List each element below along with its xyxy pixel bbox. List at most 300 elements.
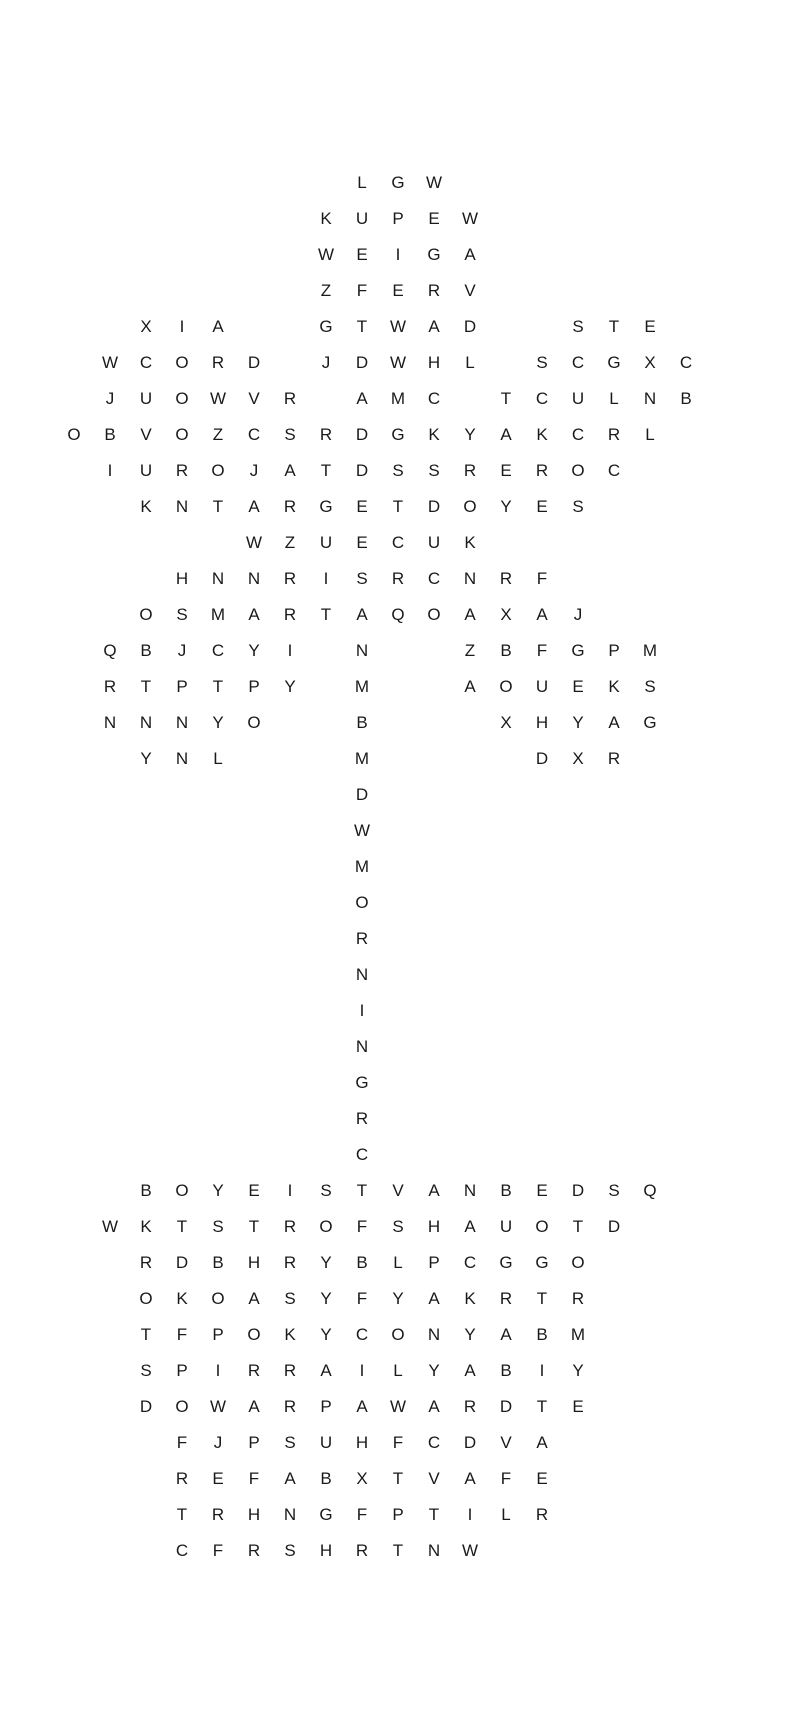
grid-letter[interactable]: H xyxy=(355,1433,369,1452)
grid-letter[interactable]: T xyxy=(320,461,332,480)
grid-letter[interactable]: T xyxy=(212,677,224,696)
grid-letter[interactable]: M xyxy=(354,857,370,876)
grid-letter[interactable]: A xyxy=(536,605,548,624)
grid-letter[interactable]: N xyxy=(175,713,189,732)
grid-letter[interactable]: C xyxy=(175,1541,189,1560)
grid-letter[interactable]: U xyxy=(499,1217,513,1236)
grid-letter[interactable]: R xyxy=(355,1109,369,1128)
grid-letter[interactable]: R xyxy=(211,1505,225,1524)
grid-letter[interactable]: N xyxy=(427,1541,441,1560)
grid-letter[interactable]: Y xyxy=(248,641,260,660)
grid-letter[interactable]: A xyxy=(464,605,476,624)
grid-letter[interactable]: N xyxy=(463,1181,477,1200)
grid-letter[interactable]: W xyxy=(101,1217,119,1236)
grid-letter[interactable]: D xyxy=(355,353,369,372)
grid-letter[interactable]: B xyxy=(356,1253,368,1272)
grid-letter[interactable]: O xyxy=(67,425,81,444)
grid-letter[interactable]: E xyxy=(572,1397,584,1416)
grid-letter[interactable]: J xyxy=(105,389,115,408)
grid-letter[interactable]: C xyxy=(535,389,549,408)
grid-letter[interactable]: C xyxy=(427,389,441,408)
grid-letter[interactable]: N xyxy=(355,965,369,984)
grid-letter[interactable]: I xyxy=(539,1361,545,1380)
grid-letter[interactable]: R xyxy=(499,569,513,588)
grid-letter[interactable]: U xyxy=(139,461,153,480)
grid-letter[interactable]: N xyxy=(355,1037,369,1056)
grid-letter[interactable]: L xyxy=(465,353,475,372)
grid-letter[interactable]: E xyxy=(392,281,404,300)
grid-letter[interactable]: T xyxy=(428,1505,440,1524)
grid-letter[interactable]: S xyxy=(284,1289,296,1308)
grid-letter[interactable]: U xyxy=(319,1433,333,1452)
grid-letter[interactable]: G xyxy=(643,713,657,732)
grid-letter[interactable]: K xyxy=(284,1325,296,1344)
grid-letter[interactable]: J xyxy=(213,1433,223,1452)
grid-letter[interactable]: S xyxy=(536,353,548,372)
grid-letter[interactable]: T xyxy=(536,1397,548,1416)
grid-letter[interactable]: W xyxy=(425,173,443,192)
grid-letter[interactable]: J xyxy=(321,353,331,372)
grid-letter[interactable]: O xyxy=(247,1325,261,1344)
grid-letter[interactable]: P xyxy=(392,209,404,228)
grid-letter[interactable]: I xyxy=(359,1361,365,1380)
grid-letter[interactable]: R xyxy=(139,1253,153,1272)
grid-letter[interactable]: E xyxy=(356,533,368,552)
grid-letter[interactable]: B xyxy=(536,1325,548,1344)
grid-letter[interactable]: B xyxy=(500,641,512,660)
grid-letter[interactable]: W xyxy=(389,353,407,372)
grid-letter[interactable]: N xyxy=(211,569,225,588)
grid-letter[interactable]: R xyxy=(175,461,189,480)
grid-letter[interactable]: R xyxy=(607,749,621,768)
grid-letter[interactable]: E xyxy=(500,461,512,480)
grid-letter[interactable]: H xyxy=(247,1253,261,1272)
grid-letter[interactable]: N xyxy=(103,713,117,732)
grid-letter[interactable]: E xyxy=(248,1181,260,1200)
grid-letter[interactable]: O xyxy=(175,353,189,372)
grid-letter[interactable]: Q xyxy=(391,605,405,624)
grid-letter[interactable]: K xyxy=(464,533,476,552)
grid-letter[interactable]: X xyxy=(500,713,512,732)
grid-letter[interactable]: T xyxy=(572,1217,584,1236)
grid-letter[interactable]: R xyxy=(283,605,297,624)
grid-letter[interactable]: I xyxy=(215,1361,221,1380)
grid-letter[interactable]: R xyxy=(355,929,369,948)
grid-letter[interactable]: O xyxy=(355,893,369,912)
grid-letter[interactable]: G xyxy=(499,1253,513,1272)
grid-letter[interactable]: C xyxy=(355,1325,369,1344)
grid-letter[interactable]: U xyxy=(535,677,549,696)
grid-letter[interactable]: R xyxy=(283,1361,297,1380)
grid-letter[interactable]: C xyxy=(463,1253,477,1272)
grid-letter[interactable]: B xyxy=(140,641,152,660)
grid-letter[interactable]: N xyxy=(643,389,657,408)
grid-letter[interactable]: R xyxy=(283,389,297,408)
grid-letter[interactable]: S xyxy=(176,605,188,624)
grid-letter[interactable]: R xyxy=(535,1505,549,1524)
grid-letter[interactable]: Y xyxy=(464,425,476,444)
grid-letter[interactable]: W xyxy=(209,1397,227,1416)
grid-letter[interactable]: V xyxy=(392,1181,404,1200)
grid-letter[interactable]: A xyxy=(248,605,260,624)
grid-letter[interactable]: P xyxy=(212,1325,224,1344)
grid-letter[interactable]: C xyxy=(355,1145,369,1164)
grid-letter[interactable]: O xyxy=(427,605,441,624)
grid-letter[interactable]: Y xyxy=(212,1181,224,1200)
grid-letter[interactable]: M xyxy=(390,389,406,408)
grid-letter[interactable]: S xyxy=(284,1433,296,1452)
grid-letter[interactable]: E xyxy=(536,1181,548,1200)
grid-letter[interactable]: R xyxy=(283,1397,297,1416)
grid-letter[interactable]: M xyxy=(354,749,370,768)
grid-letter[interactable]: G xyxy=(571,641,585,660)
grid-letter[interactable]: G xyxy=(427,245,441,264)
grid-letter[interactable]: R xyxy=(499,1289,513,1308)
grid-letter[interactable]: X xyxy=(644,353,656,372)
grid-letter[interactable]: T xyxy=(608,317,620,336)
grid-letter[interactable]: G xyxy=(535,1253,549,1272)
grid-letter[interactable]: C xyxy=(571,425,585,444)
grid-letter[interactable]: B xyxy=(140,1181,152,1200)
grid-letter[interactable]: F xyxy=(500,1469,512,1488)
grid-letter[interactable]: Z xyxy=(320,281,332,300)
grid-letter[interactable]: T xyxy=(176,1217,188,1236)
grid-letter[interactable]: I xyxy=(467,1505,473,1524)
grid-letter[interactable]: N xyxy=(247,569,261,588)
grid-letter[interactable]: C xyxy=(607,461,621,480)
grid-letter[interactable]: T xyxy=(356,317,368,336)
grid-letter[interactable]: W xyxy=(461,209,479,228)
grid-letter[interactable]: L xyxy=(501,1505,511,1524)
grid-letter[interactable]: O xyxy=(175,425,189,444)
grid-letter[interactable]: J xyxy=(177,641,187,660)
grid-letter[interactable]: O xyxy=(139,605,153,624)
grid-letter[interactable]: A xyxy=(212,317,224,336)
grid-letter[interactable]: U xyxy=(139,389,153,408)
grid-letter[interactable]: R xyxy=(175,1469,189,1488)
grid-letter[interactable]: W xyxy=(389,317,407,336)
grid-letter[interactable]: P xyxy=(392,1505,404,1524)
grid-letter[interactable]: Y xyxy=(284,677,296,696)
grid-letter[interactable]: D xyxy=(463,317,477,336)
grid-letter[interactable]: H xyxy=(427,353,441,372)
grid-letter[interactable]: N xyxy=(139,713,153,732)
grid-letter[interactable]: R xyxy=(319,425,333,444)
grid-letter[interactable]: D xyxy=(499,1397,513,1416)
grid-letter[interactable]: A xyxy=(464,245,476,264)
grid-letter[interactable]: S xyxy=(608,1181,620,1200)
grid-letter[interactable]: F xyxy=(356,1505,368,1524)
grid-letter[interactable]: A xyxy=(428,1181,440,1200)
grid-letter[interactable]: J xyxy=(573,605,583,624)
grid-letter[interactable]: N xyxy=(175,497,189,516)
grid-letter[interactable]: R xyxy=(283,497,297,516)
grid-letter[interactable]: E xyxy=(644,317,656,336)
grid-letter[interactable]: D xyxy=(139,1397,153,1416)
grid-letter[interactable]: L xyxy=(609,389,619,408)
grid-letter[interactable]: C xyxy=(427,569,441,588)
grid-letter[interactable]: V xyxy=(428,1469,440,1488)
grid-letter[interactable]: Y xyxy=(572,713,584,732)
grid-letter[interactable]: Q xyxy=(643,1181,657,1200)
grid-letter[interactable]: P xyxy=(176,1361,188,1380)
grid-letter[interactable]: S xyxy=(644,677,656,696)
grid-letter[interactable]: S xyxy=(212,1217,224,1236)
grid-letter[interactable]: F xyxy=(356,1289,368,1308)
grid-letter[interactable]: H xyxy=(319,1541,333,1560)
grid-letter[interactable]: N xyxy=(283,1505,297,1524)
grid-letter[interactable]: R xyxy=(607,425,621,444)
grid-letter[interactable]: S xyxy=(320,1181,332,1200)
grid-letter[interactable]: T xyxy=(392,1541,404,1560)
grid-letter[interactable]: R xyxy=(211,353,225,372)
grid-letter[interactable]: W xyxy=(461,1541,479,1560)
grid-letter[interactable]: P xyxy=(320,1397,332,1416)
grid-letter[interactable]: F xyxy=(176,1433,188,1452)
grid-letter[interactable]: H xyxy=(535,713,549,732)
grid-letter[interactable]: O xyxy=(499,677,513,696)
grid-letter[interactable]: A xyxy=(248,1397,260,1416)
grid-letter[interactable]: E xyxy=(572,677,584,696)
grid-letter[interactable]: T xyxy=(140,677,152,696)
grid-letter[interactable]: W xyxy=(101,353,119,372)
grid-letter[interactable]: Z xyxy=(464,641,476,660)
grid-letter[interactable]: M xyxy=(570,1325,586,1344)
grid-letter[interactable]: S xyxy=(572,317,584,336)
grid-letter[interactable]: Z xyxy=(284,533,296,552)
grid-letter[interactable]: K xyxy=(140,1217,152,1236)
grid-letter[interactable]: A xyxy=(356,605,368,624)
grid-letter[interactable]: C xyxy=(247,425,261,444)
grid-letter[interactable]: R xyxy=(463,461,477,480)
grid-letter[interactable]: G xyxy=(607,353,621,372)
grid-letter[interactable]: T xyxy=(536,1289,548,1308)
grid-letter[interactable]: T xyxy=(500,389,512,408)
grid-letter[interactable]: O xyxy=(319,1217,333,1236)
grid-letter[interactable]: A xyxy=(320,1361,332,1380)
grid-letter[interactable]: G xyxy=(319,317,333,336)
grid-letter[interactable]: Y xyxy=(212,713,224,732)
grid-letter[interactable]: O xyxy=(211,461,225,480)
grid-letter[interactable]: H xyxy=(175,569,189,588)
grid-letter[interactable]: L xyxy=(393,1253,403,1272)
grid-letter[interactable]: S xyxy=(428,461,440,480)
grid-letter[interactable]: O xyxy=(211,1289,225,1308)
grid-letter[interactable]: L xyxy=(393,1361,403,1380)
grid-letter[interactable]: B xyxy=(500,1181,512,1200)
grid-letter[interactable]: T xyxy=(212,497,224,516)
grid-letter[interactable]: O xyxy=(175,1181,189,1200)
grid-letter[interactable]: T xyxy=(392,1469,404,1488)
grid-letter[interactable]: G xyxy=(391,425,405,444)
grid-letter[interactable]: V xyxy=(140,425,152,444)
grid-letter[interactable]: I xyxy=(323,569,329,588)
grid-letter[interactable]: Q xyxy=(103,641,117,660)
grid-letter[interactable]: X xyxy=(356,1469,368,1488)
grid-letter[interactable]: C xyxy=(211,641,225,660)
grid-letter[interactable]: O xyxy=(139,1289,153,1308)
grid-letter[interactable]: D xyxy=(247,353,261,372)
grid-letter[interactable]: I xyxy=(107,461,113,480)
grid-letter[interactable]: T xyxy=(392,497,404,516)
grid-letter[interactable]: T xyxy=(320,605,332,624)
grid-letter[interactable]: T xyxy=(356,1181,368,1200)
grid-letter[interactable]: A xyxy=(284,461,296,480)
grid-letter[interactable]: A xyxy=(608,713,620,732)
grid-letter[interactable]: T xyxy=(176,1505,188,1524)
grid-letter[interactable]: A xyxy=(356,389,368,408)
grid-letter[interactable]: R xyxy=(103,677,117,696)
grid-letter[interactable]: A xyxy=(356,1397,368,1416)
grid-letter[interactable]: A xyxy=(428,1289,440,1308)
grid-letter[interactable]: X xyxy=(140,317,152,336)
grid-letter[interactable]: B xyxy=(680,389,692,408)
grid-letter[interactable]: D xyxy=(175,1253,189,1272)
grid-letter[interactable]: F xyxy=(536,569,548,588)
grid-letter[interactable]: E xyxy=(212,1469,224,1488)
grid-letter[interactable]: I xyxy=(395,245,401,264)
grid-letter[interactable]: S xyxy=(356,569,368,588)
grid-letter[interactable]: R xyxy=(535,461,549,480)
grid-letter[interactable]: O xyxy=(463,497,477,516)
grid-letter[interactable]: I xyxy=(359,1001,365,1020)
grid-letter[interactable]: A xyxy=(500,425,512,444)
grid-letter[interactable]: S xyxy=(284,1541,296,1560)
grid-letter[interactable]: M xyxy=(210,605,226,624)
grid-letter[interactable]: W xyxy=(353,821,371,840)
grid-letter[interactable]: U xyxy=(427,533,441,552)
grid-letter[interactable]: E xyxy=(356,245,368,264)
grid-letter[interactable]: S xyxy=(392,1217,404,1236)
grid-letter[interactable]: A xyxy=(464,1469,476,1488)
grid-letter[interactable]: D xyxy=(535,749,549,768)
grid-letter[interactable]: A xyxy=(284,1469,296,1488)
grid-letter[interactable]: R xyxy=(571,1289,585,1308)
grid-letter[interactable]: W xyxy=(209,389,227,408)
grid-letter[interactable]: N xyxy=(175,749,189,768)
grid-letter[interactable]: W xyxy=(317,245,335,264)
grid-letter[interactable]: S xyxy=(392,461,404,480)
grid-letter[interactable]: K xyxy=(428,425,440,444)
grid-letter[interactable]: R xyxy=(355,1541,369,1560)
grid-letter[interactable]: R xyxy=(283,1253,297,1272)
grid-letter[interactable]: D xyxy=(463,1433,477,1452)
grid-letter[interactable]: E xyxy=(428,209,440,228)
grid-letter[interactable]: K xyxy=(176,1289,188,1308)
grid-letter[interactable]: F xyxy=(356,1217,368,1236)
grid-letter[interactable]: K xyxy=(608,677,620,696)
grid-letter[interactable]: Y xyxy=(500,497,512,516)
grid-letter[interactable]: O xyxy=(175,1397,189,1416)
grid-letter[interactable]: R xyxy=(283,1217,297,1236)
grid-letter[interactable]: R xyxy=(283,569,297,588)
grid-letter[interactable]: K xyxy=(464,1289,476,1308)
grid-letter[interactable]: K xyxy=(536,425,548,444)
grid-letter[interactable]: F xyxy=(536,641,548,660)
grid-letter[interactable]: P xyxy=(176,677,188,696)
grid-letter[interactable]: G xyxy=(319,1505,333,1524)
grid-letter[interactable]: Y xyxy=(320,1325,332,1344)
grid-letter[interactable]: D xyxy=(571,1181,585,1200)
grid-letter[interactable]: B xyxy=(500,1361,512,1380)
grid-letter[interactable]: P xyxy=(248,677,260,696)
grid-letter[interactable]: V xyxy=(500,1433,512,1452)
grid-letter[interactable]: O xyxy=(571,461,585,480)
grid-letter[interactable]: R xyxy=(427,281,441,300)
grid-letter[interactable]: I xyxy=(287,1181,293,1200)
grid-letter[interactable]: H xyxy=(247,1505,261,1524)
grid-letter[interactable]: L xyxy=(645,425,655,444)
grid-letter[interactable]: U xyxy=(319,533,333,552)
grid-letter[interactable]: F xyxy=(392,1433,404,1452)
grid-letter[interactable]: A xyxy=(428,1397,440,1416)
grid-letter[interactable]: A xyxy=(464,1217,476,1236)
grid-letter[interactable]: Y xyxy=(320,1289,332,1308)
grid-letter[interactable]: K xyxy=(320,209,332,228)
grid-letter[interactable]: C xyxy=(391,533,405,552)
grid-letter[interactable]: F xyxy=(248,1469,260,1488)
grid-letter[interactable]: F xyxy=(356,281,368,300)
grid-letter[interactable]: Y xyxy=(428,1361,440,1380)
grid-letter[interactable]: N xyxy=(355,641,369,660)
grid-letter[interactable]: T xyxy=(140,1325,152,1344)
grid-letter[interactable]: Y xyxy=(572,1361,584,1380)
grid-letter[interactable]: I xyxy=(179,317,185,336)
grid-letter[interactable]: Z xyxy=(212,425,224,444)
grid-letter[interactable]: A xyxy=(500,1325,512,1344)
grid-letter[interactable]: A xyxy=(536,1433,548,1452)
grid-letter[interactable]: M xyxy=(354,677,370,696)
grid-letter[interactable]: G xyxy=(319,497,333,516)
grid-letter[interactable]: D xyxy=(427,497,441,516)
grid-letter[interactable]: C xyxy=(679,353,693,372)
grid-letter[interactable]: E xyxy=(536,1469,548,1488)
grid-letter[interactable]: A xyxy=(248,497,260,516)
grid-letter[interactable]: B xyxy=(104,425,116,444)
grid-letter[interactable]: N xyxy=(463,569,477,588)
grid-letter[interactable]: K xyxy=(140,497,152,516)
grid-letter[interactable]: S xyxy=(284,425,296,444)
grid-letter[interactable]: F xyxy=(176,1325,188,1344)
grid-letter[interactable]: M xyxy=(642,641,658,660)
grid-letter[interactable]: P xyxy=(428,1253,440,1272)
grid-letter[interactable]: W xyxy=(245,533,263,552)
grid-letter[interactable]: T xyxy=(248,1217,260,1236)
grid-letter[interactable]: S xyxy=(140,1361,152,1380)
grid-letter[interactable]: O xyxy=(571,1253,585,1272)
grid-letter[interactable]: D xyxy=(355,461,369,480)
grid-letter[interactable]: D xyxy=(355,425,369,444)
grid-letter[interactable]: C xyxy=(427,1433,441,1452)
grid-letter[interactable]: B xyxy=(212,1253,224,1272)
grid-letter[interactable]: R xyxy=(247,1541,261,1560)
grid-letter[interactable]: S xyxy=(572,497,584,516)
grid-letter[interactable]: R xyxy=(247,1361,261,1380)
grid-letter[interactable]: O xyxy=(175,389,189,408)
grid-letter[interactable]: J xyxy=(249,461,259,480)
grid-letter[interactable]: G xyxy=(355,1073,369,1092)
grid-letter[interactable]: Y xyxy=(392,1289,404,1308)
grid-letter[interactable]: P xyxy=(248,1433,260,1452)
grid-letter[interactable]: Y xyxy=(140,749,152,768)
grid-letter[interactable]: D xyxy=(607,1217,621,1236)
grid-letter[interactable]: D xyxy=(355,785,369,804)
grid-letter[interactable]: A xyxy=(464,677,476,696)
grid-letter[interactable]: A xyxy=(248,1289,260,1308)
grid-letter[interactable]: B xyxy=(320,1469,332,1488)
grid-letter[interactable]: B xyxy=(356,713,368,732)
grid-letter[interactable]: A xyxy=(428,317,440,336)
